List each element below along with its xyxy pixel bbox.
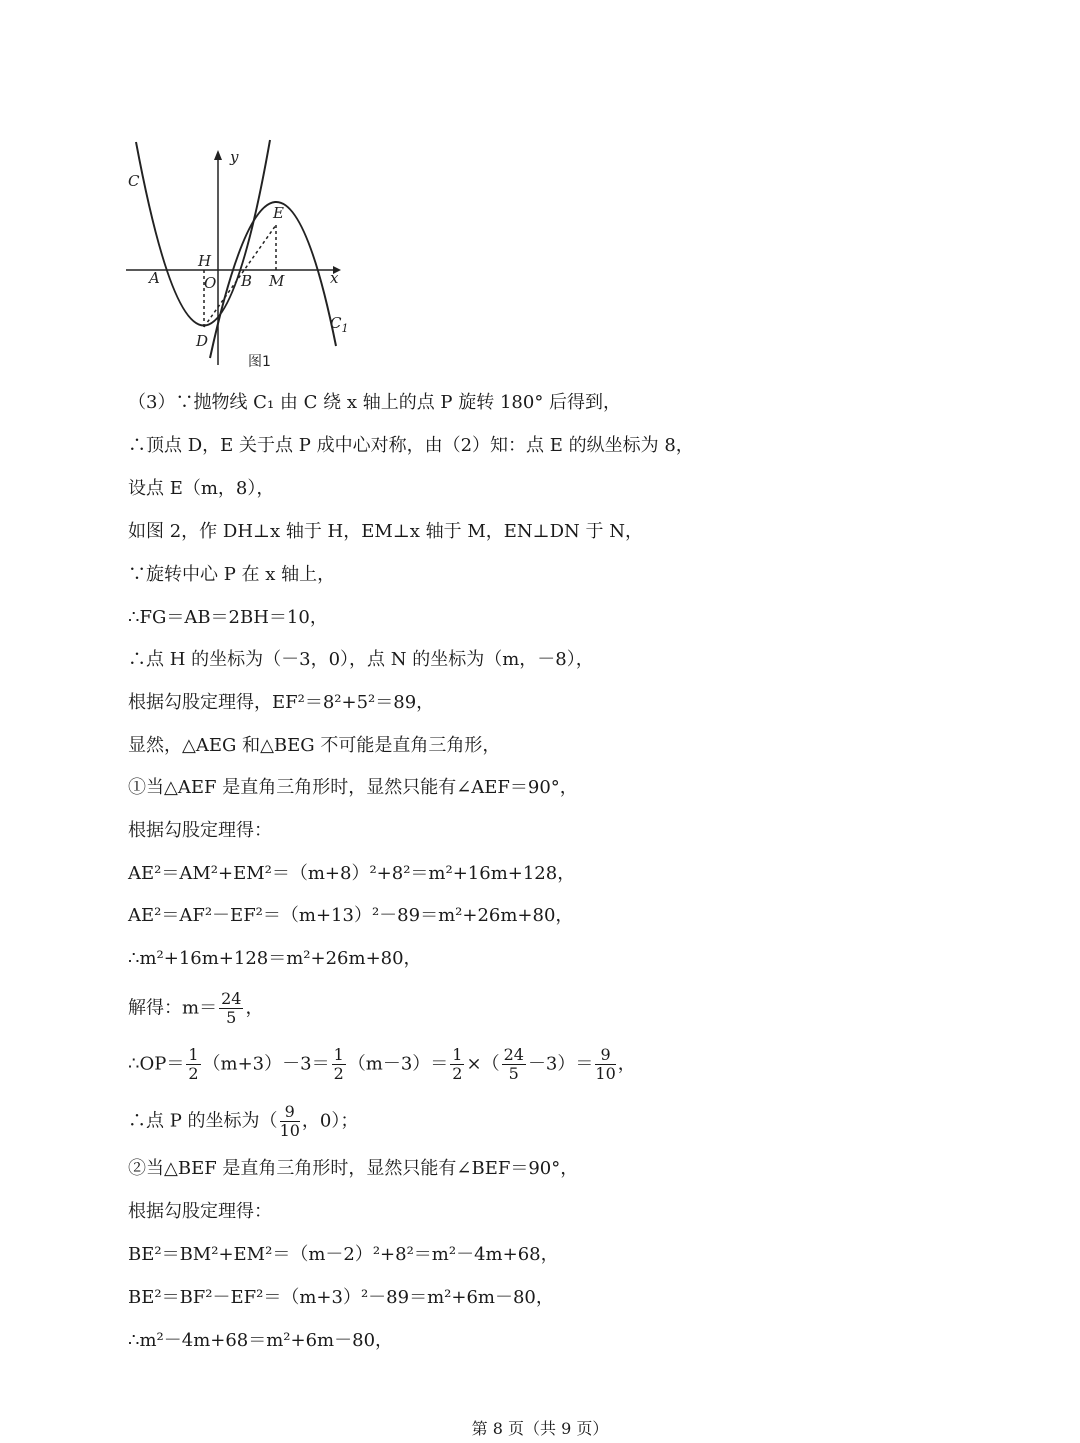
label-h: H: [198, 252, 212, 270]
numerator: 9: [595, 1046, 615, 1065]
text-span: ，: [617, 1053, 636, 1075]
solution-line: ∴顶点 D，E 关于点 P 成中心对称，由（2）知：点 E 的纵坐标为 8，: [128, 435, 694, 456]
figure-1: [118, 130, 368, 375]
solution-line: 设点 E（m，8），: [128, 478, 275, 499]
denominator: 2: [452, 1064, 463, 1083]
solution-line: ①当△AEF 是直角三角形时，显然只能有∠AEF＝90°，: [128, 777, 578, 798]
fraction: [332, 1046, 346, 1083]
text-span: ，: [245, 997, 264, 1019]
label-c: C: [128, 172, 140, 190]
label-o: O: [204, 274, 217, 292]
solution-line: 根据勾股定理得：: [128, 820, 272, 841]
denominator: 2: [188, 1064, 199, 1083]
numerator: 24: [221, 989, 242, 1008]
denominator: 10: [595, 1064, 616, 1083]
solution-line: 根据勾股定理得，EF²＝8²+5²＝89，: [128, 692, 435, 713]
label-y: y: [230, 148, 239, 166]
solution-line-p-coord: [128, 1103, 358, 1140]
parabola-diagram: [118, 130, 368, 375]
solution-line: BE²＝BF²－EF²＝（m+3）²－89＝m²+6m－80，: [128, 1287, 554, 1308]
fraction: [280, 1103, 300, 1140]
text-span: ，0）；: [301, 1110, 359, 1132]
numerator: 1: [452, 1045, 463, 1064]
text-span: （m－3）＝: [347, 1053, 449, 1075]
fraction: [450, 1046, 464, 1083]
figure-caption: 图1: [248, 354, 271, 370]
solution-line: BE²＝BM²+EM²＝（m－2）²+8²＝m²－4m+68，: [128, 1244, 559, 1265]
page-footer: 第 8 页（共 9 页）: [471, 1419, 609, 1438]
solution-line: ∴m²+16m+128＝m²+26m+80，: [128, 948, 422, 969]
label-b: B: [241, 272, 253, 290]
denominator: 5: [226, 1008, 237, 1027]
solution-line: ∴FG＝AB＝2BH＝10，: [128, 607, 328, 628]
text-span: （m+3）－3＝: [202, 1053, 330, 1075]
solution-line-m-value: [128, 990, 263, 1027]
label-c1-sub: 1: [341, 322, 349, 335]
fraction: [186, 1046, 200, 1083]
solution-line-op: [128, 1046, 636, 1083]
text-span: ∴OP＝: [128, 1053, 185, 1075]
fraction: [595, 1046, 615, 1083]
solution-line: 显然，△AEG 和△BEG 不可能是直角三角形，: [128, 735, 501, 756]
label-c1-main: C: [330, 314, 342, 332]
text-span: －3）＝: [527, 1053, 594, 1075]
numerator: 1: [188, 1045, 199, 1064]
label-a: A: [149, 269, 160, 287]
fraction: [219, 990, 243, 1027]
solution-line: 如图 2，作 DH⊥x 轴于 H，EM⊥x 轴于 M，EN⊥DN 于 N，: [128, 521, 643, 542]
denominator: 2: [333, 1064, 344, 1083]
solution-line: AE²＝AF²－EF²＝（m+13）²－89＝m²+26m+80，: [128, 905, 574, 926]
numerator: 24: [503, 1045, 524, 1064]
label-d: D: [196, 332, 209, 350]
text-span: ∴点 P 的坐标为（: [128, 1110, 278, 1132]
label-x: x: [330, 269, 339, 287]
numerator: 9: [280, 1103, 300, 1122]
label-m: M: [269, 272, 285, 290]
solution-line: ∴m²－4m+68＝m²+6m－80，: [128, 1330, 394, 1351]
text-span: ×（: [466, 1053, 500, 1075]
solution-line: AE²＝AM²+EM²＝（m+8）²+8²＝m²+16m+128，: [128, 863, 576, 884]
denominator: 5: [508, 1064, 519, 1083]
denominator: 10: [279, 1121, 300, 1140]
solution-line: ②当△BEF 是直角三角形时，显然只能有∠BEF＝90°，: [128, 1158, 579, 1179]
solution-line: （3）∵抛物线 C₁ 由 C 绕 x 轴上的点 P 旋转 180° 后得到，: [128, 392, 622, 413]
text-span: 解得：m＝: [128, 997, 218, 1019]
solution-line: ∴点 H 的坐标为（－3，0），点 N 的坐标为（m，－8），: [128, 649, 594, 670]
label-c1: [330, 314, 348, 335]
label-e: E: [273, 204, 284, 222]
solution-line: ∵旋转中心 P 在 x 轴上，: [128, 564, 336, 585]
solution-line: 根据勾股定理得：: [128, 1201, 272, 1222]
numerator: 1: [333, 1045, 344, 1064]
y-axis-arrow: [214, 150, 222, 160]
parabola-c: [136, 140, 270, 326]
fraction: [502, 1046, 526, 1083]
